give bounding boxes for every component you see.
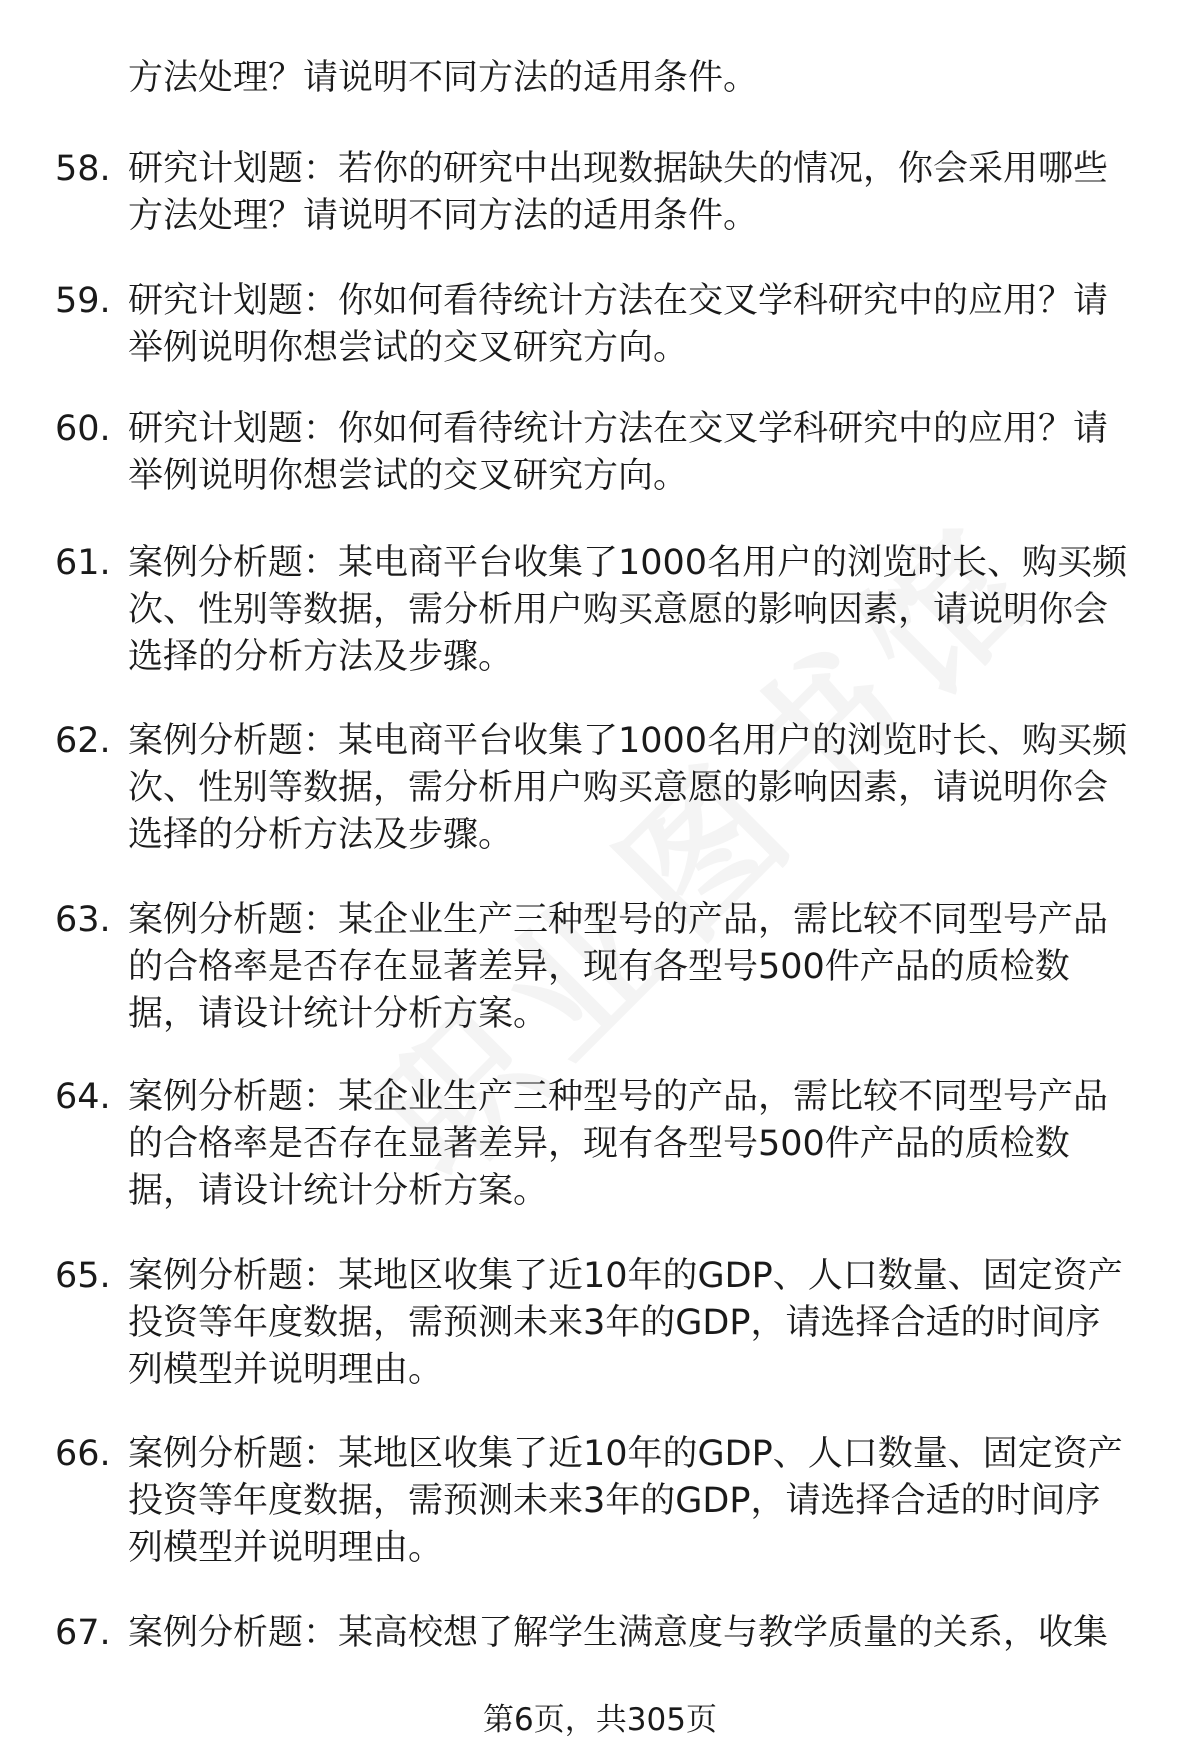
- question-line: 据，请设计统计分析方案。: [128, 1171, 549, 1211]
- question-number: 60.: [55, 409, 111, 449]
- question-text: [128, 897, 1148, 1038]
- question-number: 59.: [55, 281, 111, 321]
- question-number: 67.: [55, 1613, 111, 1653]
- question-line: 案例分析题：某高校想了解学生满意度与教学质量的关系，收集: [128, 1613, 1109, 1653]
- question-number: 63.: [55, 900, 111, 940]
- question-line: 案例分析题：某企业生产三种型号的产品，需比较不同型号产品: [128, 1077, 1109, 1117]
- question-line: 选择的分析方法及步骤。: [128, 637, 514, 677]
- question-line: 投资等年度数据，需预测未来3年的GDP，请选择合适的时间序: [128, 1303, 1101, 1343]
- question-item: [55, 55, 1165, 102]
- question-line: 举例说明你想尝试的交叉研究方向。: [128, 328, 689, 368]
- question-item: [55, 897, 1165, 1038]
- question-line: 研究计划题：你如何看待统计方法在交叉学科研究中的应用？请: [128, 281, 1109, 321]
- question-line: 案例分析题：某地区收集了近10年的GDP、人口数量、固定资产: [128, 1434, 1123, 1474]
- question-number: 65.: [55, 1256, 111, 1296]
- question-item: [55, 540, 1165, 681]
- question-text: [128, 540, 1148, 681]
- question-number: 66.: [55, 1434, 111, 1474]
- question-item: [55, 1610, 1165, 1657]
- question-line: 举例说明你想尝试的交叉研究方向。: [128, 456, 689, 496]
- question-item: [55, 146, 1165, 240]
- question-item: [55, 1431, 1165, 1572]
- question-text: [128, 146, 1148, 240]
- question-line: 研究计划题：你如何看待统计方法在交叉学科研究中的应用？请: [128, 409, 1109, 449]
- question-line: 方法处理？请说明不同方法的适用条件。: [128, 58, 759, 98]
- question-line: 选择的分析方法及步骤。: [128, 815, 514, 855]
- question-number: 61.: [55, 543, 111, 583]
- question-line: 投资等年度数据，需预测未来3年的GDP，请选择合适的时间序: [128, 1481, 1101, 1521]
- question-line: 案例分析题：某电商平台收集了1000名用户的浏览时长、购买频: [128, 721, 1128, 761]
- question-line: 案例分析题：某企业生产三种型号的产品，需比较不同型号产品: [128, 900, 1109, 940]
- question-text: [128, 1253, 1148, 1394]
- question-text: [128, 55, 1148, 102]
- question-line: 的合格率是否存在显著差异，现有各型号500件产品的质检数: [128, 1124, 1070, 1164]
- question-text: [128, 406, 1148, 500]
- question-text: [128, 278, 1148, 372]
- question-text: [128, 1431, 1148, 1572]
- question-line: 案例分析题：某电商平台收集了1000名用户的浏览时长、购买频: [128, 543, 1128, 583]
- question-line: 次、性别等数据，需分析用户购买意愿的影响因素，请说明你会: [128, 768, 1109, 808]
- question-text: [128, 718, 1148, 859]
- question-item: [55, 1253, 1165, 1394]
- question-line: 的合格率是否存在显著差异，现有各型号500件产品的质检数: [128, 947, 1070, 987]
- question-line: 次、性别等数据，需分析用户购买意愿的影响因素，请说明你会: [128, 590, 1109, 630]
- question-line: 列模型并说明理由。: [128, 1528, 444, 1568]
- question-item: [55, 1074, 1165, 1215]
- question-number: 64.: [55, 1077, 111, 1117]
- question-number: 62.: [55, 721, 111, 761]
- question-line: 案例分析题：某地区收集了近10年的GDP、人口数量、固定资产: [128, 1256, 1123, 1296]
- question-text: [128, 1610, 1148, 1657]
- question-item: [55, 278, 1165, 372]
- page-footer: 第6页，共305页: [483, 1702, 717, 1738]
- question-line: 方法处理？请说明不同方法的适用条件。: [128, 196, 759, 236]
- question-number: 58.: [55, 149, 111, 189]
- question-line: 据，请设计统计分析方案。: [128, 994, 549, 1034]
- question-line: 列模型并说明理由。: [128, 1350, 444, 1390]
- question-item: [55, 406, 1165, 500]
- question-line: 研究计划题：若你的研究中出现数据缺失的情况，你会采用哪些: [128, 149, 1109, 189]
- question-item: [55, 718, 1165, 859]
- question-text: [128, 1074, 1148, 1215]
